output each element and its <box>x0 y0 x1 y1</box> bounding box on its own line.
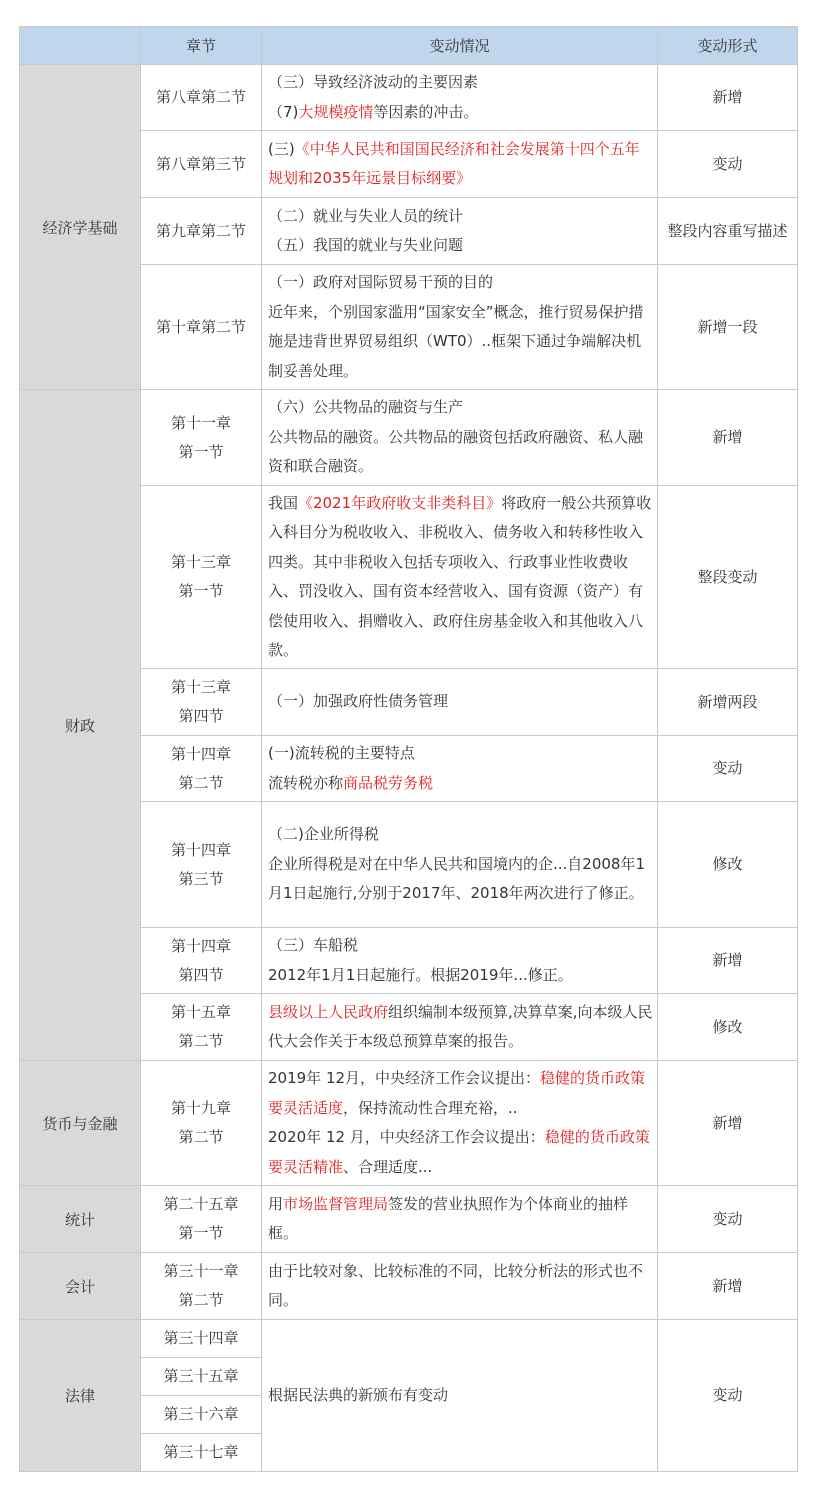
description-line <box>268 961 653 991</box>
description-line <box>268 820 653 850</box>
text-segment: （五）我国的就业与失业问题 <box>268 236 464 254</box>
change-description <box>262 131 658 198</box>
chapter-label: 第三节 <box>178 869 224 888</box>
chapter-cell <box>141 736 262 802</box>
table-row <box>20 1320 798 1358</box>
chapter-label: 第二节 <box>178 1291 224 1309</box>
text-segment: (一)流转税的主要特点 <box>268 744 415 762</box>
table-row <box>20 1186 798 1253</box>
change-form: 新增两段 <box>658 669 798 736</box>
chapter-label: 第十九章 <box>170 1099 231 1117</box>
table-row <box>20 390 798 486</box>
table-row <box>20 65 798 131</box>
description-line <box>268 298 653 387</box>
text-segment: （二）就业与失业人员的统计 <box>268 206 464 225</box>
chapter-label: 第八章第二节 <box>155 88 246 106</box>
change-form: 修改 <box>658 994 798 1061</box>
chapter-cell <box>141 1253 262 1320</box>
chapter-cell <box>141 994 262 1061</box>
chapter-label: 第八章第三节 <box>155 154 246 173</box>
category-law: 法律 <box>20 1320 141 1472</box>
chapter-label: 第二节 <box>178 1032 224 1050</box>
text-segment: （六）公共物品的融资与生产 <box>268 398 464 417</box>
chapter-label: 第三十一章 <box>163 1262 239 1280</box>
text-segment: （一）加强政府性债务管理 <box>268 692 449 711</box>
text-segment: 2020年 12 月，中央经济工作会议提出： <box>268 1128 545 1146</box>
chapter-label: 第十三章 <box>170 678 231 696</box>
text-segment: （一）政府对国际贸易干预的目的 <box>268 273 494 291</box>
chapter-cell <box>141 928 262 994</box>
description-line <box>268 98 653 128</box>
description-line <box>268 1190 653 1249</box>
change-description <box>262 994 658 1061</box>
header-chapter: 章节 <box>141 27 262 65</box>
header-row <box>20 27 798 65</box>
law-chapter-cell: 第三十五章 <box>141 1358 262 1396</box>
highlighted-text: 大规模疫情 <box>298 102 374 121</box>
description-line <box>268 1064 653 1123</box>
law-change-description: 根据民法典的新颁布有变动 <box>262 1320 658 1472</box>
chapter-label: 第二十五章 <box>163 1195 239 1213</box>
change-form: 新增 <box>658 65 798 131</box>
text-segment: 组织编制本级预算,决算草案,向本级人民代大会作关于本级总预算草案的报告。 <box>268 1002 653 1050</box>
category-economics: 经济学基础 <box>20 65 141 390</box>
header-change: 变动情况 <box>262 27 658 65</box>
text-segment: 等因素的冲击。 <box>373 102 479 121</box>
chapter-label: 第十三章 <box>170 553 231 571</box>
text-segment: 近年来，个别国家滥用“国家安全”概念，推行贸易保护措施是违背世界贸易组织（WT0）..框架下通过争端解决机制妥善处理。 <box>268 302 644 380</box>
change-description <box>262 802 658 928</box>
text-segment: 我国 <box>268 493 299 512</box>
text-segment: （7) <box>268 102 299 121</box>
change-description <box>262 198 658 265</box>
change-description <box>262 1253 658 1320</box>
description-line <box>268 489 653 666</box>
description-line <box>268 393 653 423</box>
chapter-label: 第十四章 <box>170 744 231 763</box>
highlighted-text: 《中华人民共和国国民经济和社会发展第十四个五年规划和2035年远景目标纲要》 <box>268 139 640 187</box>
text-segment: 、合理适度... <box>343 1157 433 1176</box>
description-line <box>268 202 653 232</box>
chapter-cell <box>141 265 262 390</box>
highlighted-text: 市场监督管理局 <box>283 1194 389 1213</box>
table-row <box>20 1253 798 1320</box>
change-description <box>262 390 658 486</box>
change-form: 变动 <box>658 131 798 198</box>
text-segment: （二)企业所得税 <box>268 825 379 844</box>
law-chapter-cell: 第三十六章 <box>141 1396 262 1434</box>
chapter-label: 第一节 <box>178 582 224 600</box>
description-line <box>268 231 653 261</box>
description-line <box>268 931 653 961</box>
change-description <box>262 1061 658 1186</box>
description-line <box>268 268 653 298</box>
changes-table <box>19 26 798 1472</box>
change-description <box>262 669 658 736</box>
chapter-label: 第二节 <box>178 1128 224 1146</box>
highlighted-text: 商品税劳务税 <box>343 773 434 792</box>
category-accounting: 会计 <box>20 1253 141 1320</box>
change-description <box>262 65 658 131</box>
table-row <box>20 1061 798 1186</box>
highlighted-text: 县级以上人民政府 <box>268 1002 389 1021</box>
category-finance: 财政 <box>20 390 141 1061</box>
text-segment: 由于比较对象、比较标准的不同，比较分析法的形式也不同。 <box>268 1261 644 1309</box>
description-line <box>268 769 653 799</box>
change-form: 新增 <box>658 390 798 486</box>
description-line <box>268 998 653 1057</box>
chapter-label: 第一节 <box>178 1224 224 1242</box>
change-form: 变动 <box>658 736 798 802</box>
change-description <box>262 486 658 669</box>
text-segment: 签发的营业执照作为个体商业的抽样框。 <box>268 1194 629 1242</box>
chapter-cell <box>141 390 262 486</box>
change-form: 整段内容重写描述 <box>658 198 798 265</box>
description-line <box>268 423 653 482</box>
law-chapter-cell: 第三十四章 <box>141 1320 262 1358</box>
change-form: 新增一段 <box>658 265 798 390</box>
change-form: 整段变动 <box>658 486 798 669</box>
change-description <box>262 928 658 994</box>
chapter-label: 第二节 <box>178 773 224 792</box>
description-line <box>268 1257 653 1316</box>
highlighted-text: 稳健的货币政策要灵活适度 <box>268 1069 646 1117</box>
chapter-label: 第九章第二节 <box>155 221 246 240</box>
description-line <box>268 687 653 717</box>
chapter-label: 第十四章 <box>170 936 231 955</box>
chapter-cell <box>141 802 262 928</box>
change-description <box>262 1186 658 1253</box>
category-statistics: 统计 <box>20 1186 141 1253</box>
text-segment: ，保持流动性合理充裕，.. <box>343 1098 518 1117</box>
chapter-label: 第十章第二节 <box>155 317 246 336</box>
description-line <box>268 1123 653 1182</box>
change-form: 修改 <box>658 802 798 928</box>
highlighted-text: 稳健的货币政策要灵活精准 <box>268 1128 650 1176</box>
description-line <box>268 739 653 769</box>
chapter-cell <box>141 65 262 131</box>
change-form: 新增 <box>658 1253 798 1320</box>
chapter-label: 第十四章 <box>170 840 231 859</box>
law-change-form: 变动 <box>658 1320 798 1472</box>
chapter-cell <box>141 486 262 669</box>
text-segment: 2012年1月1日起施行。根据2019年...修正。 <box>268 965 573 984</box>
law-chapter-cell: 第三十七章 <box>141 1434 262 1472</box>
text-segment: 将政府一般公共预算收入科目分为税收收入、非税收入、债务收入和转移性收入四类。其中非税收入包括专项收入、行政事业性收费收入、罚没收入、国有资本经营收入、国有资源（资产）有偿使用收入、捐赠收入、政府住房基金收入和其他收入八款。 <box>268 493 652 659</box>
text-segment: 流转税亦称 <box>268 773 344 792</box>
description-line <box>268 68 653 98</box>
chapter-cell <box>141 198 262 265</box>
description-line <box>268 850 653 909</box>
text-segment: 企业所得税是对在中华人民共和国境内的企...自2008年1月1日起施行,分别于2017年、2018年两次进行了修正。 <box>268 854 646 903</box>
chapter-label: 第四节 <box>178 707 224 725</box>
chapter-label: 第十一章 <box>170 413 231 432</box>
chapter-label: 第十五章 <box>170 1003 231 1021</box>
text-segment: 用 <box>268 1194 284 1213</box>
chapter-cell <box>141 1061 262 1186</box>
chapter-label: 第四节 <box>178 965 224 984</box>
change-form: 新增 <box>658 928 798 994</box>
chapter-label: 第一节 <box>178 442 224 461</box>
highlighted-text: 《2021年政府收支非类科目》 <box>298 493 502 512</box>
header-form: 变动形式 <box>658 27 798 65</box>
chapter-cell <box>141 1186 262 1253</box>
description-line <box>268 135 653 194</box>
chapter-cell <box>141 131 262 198</box>
change-form: 新增 <box>658 1061 798 1186</box>
change-description <box>262 265 658 390</box>
header-category <box>20 27 141 65</box>
chapter-cell <box>141 669 262 736</box>
text-segment: 公共物品的融资。公共物品的融资包括政府融资、私人融资和联合融资。 <box>268 427 644 476</box>
category-money-finance: 货币与金融 <box>20 1061 141 1186</box>
text-segment: （三）导致经济波动的主要因素 <box>268 73 479 91</box>
change-description <box>262 736 658 802</box>
text-segment: （三）车船税 <box>268 936 359 954</box>
change-form: 变动 <box>658 1186 798 1253</box>
text-segment: (三) <box>268 139 295 158</box>
text-segment: 2019年 12月，中央经济工作会议提出： <box>268 1069 541 1087</box>
